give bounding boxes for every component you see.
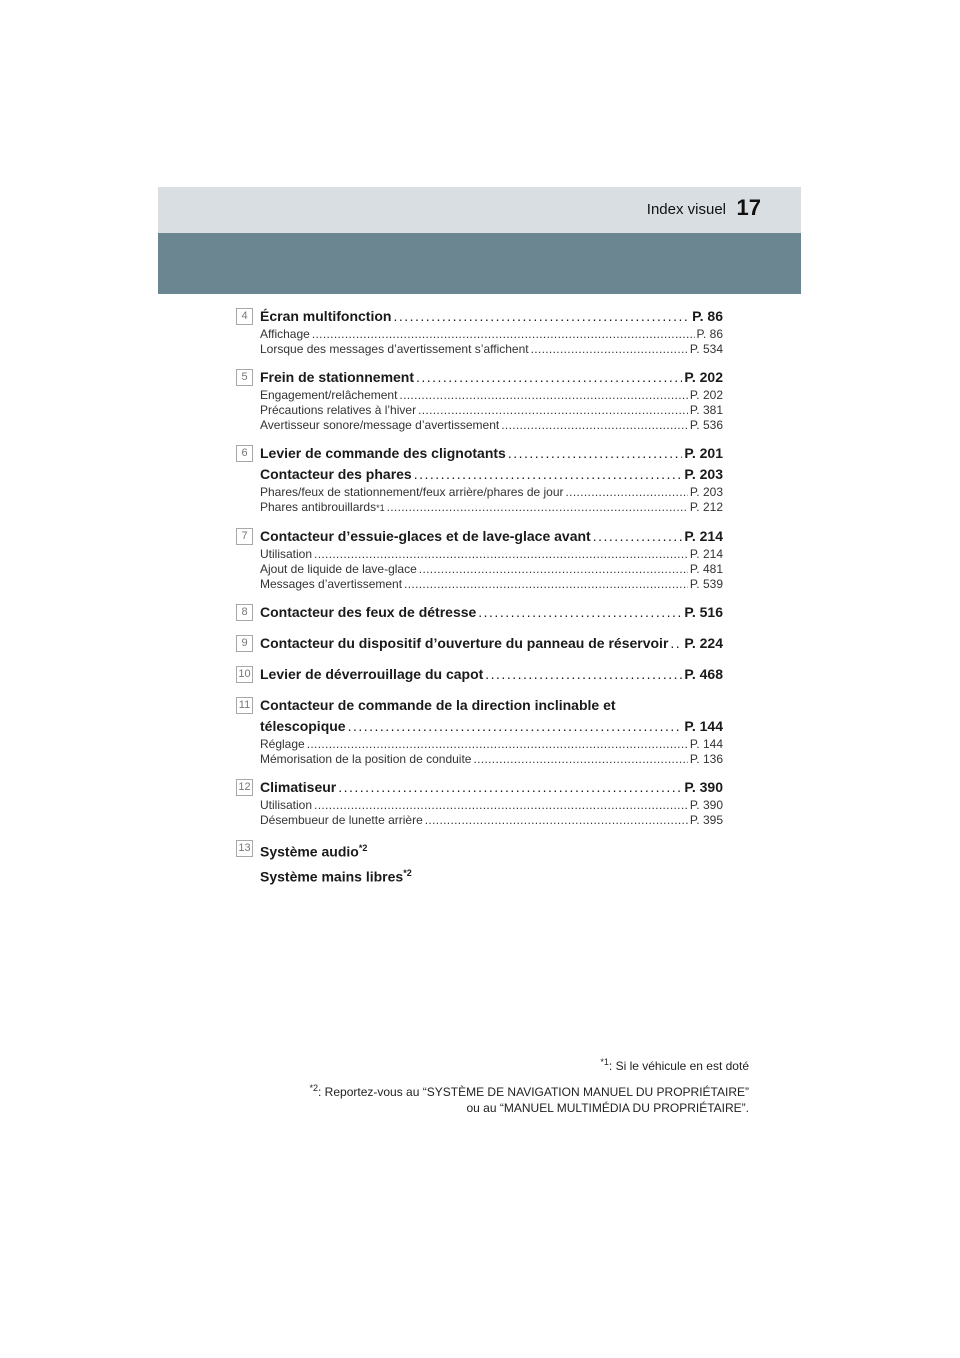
entry-label: Engagement/relâchement	[260, 388, 398, 402]
page-ref: P. 86	[692, 308, 723, 324]
leader-dots	[425, 813, 688, 828]
item-number-badge: 9	[236, 635, 253, 652]
page-ref: P. 381	[689, 403, 723, 417]
index-subentry	[260, 562, 723, 577]
page-ref: P. 212	[689, 500, 723, 514]
page-ref: P. 481	[689, 562, 723, 576]
page-ref: P. 536	[689, 418, 723, 432]
leader-dots	[338, 777, 682, 798]
leader-dots	[314, 798, 688, 813]
page-ref: P. 86	[696, 327, 723, 341]
index-entry	[260, 838, 723, 863]
entry-label: Écran multifonction	[260, 308, 392, 324]
index-entry	[260, 464, 723, 485]
item-number-badge: 6	[236, 445, 253, 462]
entry-label: Ajout de liquide de lave-glace	[260, 562, 417, 576]
footnote-ref: *1	[376, 503, 385, 513]
leader-dots	[418, 403, 688, 418]
entry-label: Frein de stationnement	[260, 369, 415, 385]
entry-label: Levier de déverrouillage du capot	[260, 666, 484, 682]
entry-label: Contacteur de commande de la direction inclinable et	[260, 697, 616, 713]
page-ref: P. 203	[684, 466, 723, 482]
spacer	[236, 623, 723, 633]
index-entry	[260, 443, 723, 464]
entry-label: Lorsque des messages d’avertissement s’affichent	[260, 342, 529, 356]
leader-dots	[419, 562, 688, 577]
footnote-text: : Reportez-vous au “SYSTÈME DE NAVIGATION MANUEL DU PROPRIÉTAIRE”	[318, 1085, 749, 1099]
leader-dots	[508, 443, 682, 464]
index-subentry	[260, 737, 723, 752]
leader-dots	[393, 306, 690, 327]
page-ref: P. 202	[689, 388, 723, 402]
page-ref: P. 144	[689, 737, 723, 751]
index-section	[236, 526, 723, 592]
footnote-marker: *2	[309, 1083, 319, 1093]
index-entry	[260, 863, 723, 888]
entry-label: Climatiseur	[260, 779, 337, 795]
page-ref: P. 224	[684, 635, 723, 651]
entry-label: Contacteur du dispositif d’ouverture du panneau de réservoir	[260, 635, 669, 651]
leader-dots	[670, 633, 682, 654]
leader-dots	[473, 752, 687, 767]
entry-label: Précautions relatives à l’hiver	[260, 403, 417, 417]
leader-dots	[348, 716, 683, 737]
entry-label: Levier de commande des clignotants	[260, 445, 506, 461]
page-ref: P. 214	[689, 547, 723, 561]
index-subentry	[260, 577, 723, 592]
leader-dots	[414, 464, 683, 485]
page-ref: P. 214	[684, 528, 723, 544]
index-subentry	[260, 327, 723, 342]
index-subentry	[260, 813, 723, 828]
spacer	[236, 828, 723, 838]
footnote-2	[310, 1080, 750, 1116]
item-number-badge: 10	[236, 666, 253, 683]
page-ref: P. 468	[684, 666, 723, 682]
index-subentry	[260, 388, 723, 403]
spacer	[236, 654, 723, 664]
item-number-badge: 11	[236, 697, 253, 714]
entry-label: Contacteur d’essuie-glaces et de lave-glace avant	[260, 528, 591, 544]
index-section	[236, 777, 723, 828]
index-entry	[260, 602, 723, 623]
page-ref: P. 390	[689, 798, 723, 812]
page-ref: P. 136	[689, 752, 723, 766]
index-list	[236, 306, 723, 887]
item-number-badge: 5	[236, 369, 253, 386]
spacer	[236, 433, 723, 443]
leader-dots	[416, 367, 682, 388]
index-subentry	[260, 342, 723, 357]
index-section	[236, 695, 723, 767]
index-section	[236, 602, 723, 623]
leader-dots	[566, 485, 688, 500]
leader-dots	[312, 327, 695, 342]
entry-label: Mémorisation de la position de conduite	[260, 752, 472, 766]
footnote-ref: *2	[403, 867, 412, 878]
index-section	[236, 838, 723, 887]
index-section	[236, 306, 723, 357]
item-number-badge: 12	[236, 779, 253, 796]
page-ref: P. 202	[684, 369, 723, 385]
page-ref: P. 534	[689, 342, 723, 356]
leader-dots	[478, 602, 682, 623]
entry-label: Affichage	[260, 327, 310, 341]
entry-label: Contacteur des feux de détresse	[260, 604, 477, 620]
page-number: 17	[736, 195, 761, 220]
footnote-text: : Si le véhicule en est doté	[608, 1059, 749, 1073]
index-subentry	[260, 403, 723, 418]
index-entry	[260, 367, 723, 388]
index-subentry	[260, 500, 723, 516]
item-number-badge: 7	[236, 528, 253, 545]
spacer	[236, 685, 723, 695]
leader-dots	[404, 577, 688, 592]
page-ref: P. 144	[684, 718, 723, 734]
leader-dots	[399, 388, 687, 403]
leader-dots	[485, 664, 682, 685]
index-entry	[260, 716, 723, 737]
page-ref: P. 390	[684, 779, 723, 795]
entry-label: Utilisation	[260, 547, 313, 561]
index-entry	[260, 777, 723, 798]
leader-dots	[501, 418, 688, 433]
entry-label: Contacteur des phares	[260, 466, 412, 482]
spacer	[236, 767, 723, 777]
entry-label: Système mains libres	[260, 868, 404, 885]
entry-label: Phares antibrouillards	[260, 500, 377, 514]
index-entry	[260, 633, 723, 654]
page-ref: P. 201	[684, 445, 723, 461]
leader-dots	[387, 500, 688, 515]
index-subentry	[260, 418, 723, 433]
item-number-badge: 4	[236, 308, 253, 325]
footnote-text: ou au “MANUEL MULTIMÉDIA DU PROPRIÉTAIRE”.	[466, 1101, 749, 1115]
index-entry	[260, 664, 723, 685]
index-section	[236, 664, 723, 685]
entry-label: télescopique	[260, 718, 346, 734]
spacer	[236, 357, 723, 367]
item-number-badge: 13	[236, 840, 253, 857]
index-subentry	[260, 485, 723, 500]
page-ref: P. 539	[689, 577, 723, 591]
leader-dots	[593, 526, 683, 547]
index-entry	[260, 526, 723, 547]
header-band	[158, 187, 801, 233]
entry-label: Avertisseur sonore/message d’avertissement	[260, 418, 500, 432]
page-title: Index visuel	[646, 201, 726, 218]
page-ref: P. 203	[689, 485, 723, 499]
entry-label: Messages d’avertissement	[260, 577, 403, 591]
footnote-marker: *1	[600, 1057, 609, 1067]
spacer	[236, 516, 723, 526]
page-ref: P. 395	[689, 813, 723, 827]
index-subentry	[260, 798, 723, 813]
entry-label: Réglage	[260, 737, 305, 751]
leader-dots	[307, 737, 688, 752]
spacer	[236, 592, 723, 602]
entry-label: Désembueur de lunette arrière	[260, 813, 423, 827]
index-section	[236, 367, 723, 433]
index-subentry	[260, 547, 723, 562]
index-entry	[260, 306, 723, 327]
footnotes	[310, 1054, 750, 1122]
header-bar	[158, 233, 801, 294]
footnote-1	[310, 1054, 750, 1074]
entry-label: Utilisation	[260, 798, 313, 812]
item-number-badge: 8	[236, 604, 253, 621]
entry-label: Phares/feux de stationnement/feux arrière/phares de jour	[260, 485, 564, 499]
leader-dots	[531, 342, 688, 357]
index-subentry	[260, 752, 723, 767]
index-section	[236, 443, 723, 516]
leader-dots	[314, 547, 688, 562]
index-section	[236, 633, 723, 654]
page-ref: P. 516	[684, 604, 723, 620]
entry-label: Système audio	[260, 843, 359, 860]
footnote-ref: *2	[358, 843, 368, 853]
